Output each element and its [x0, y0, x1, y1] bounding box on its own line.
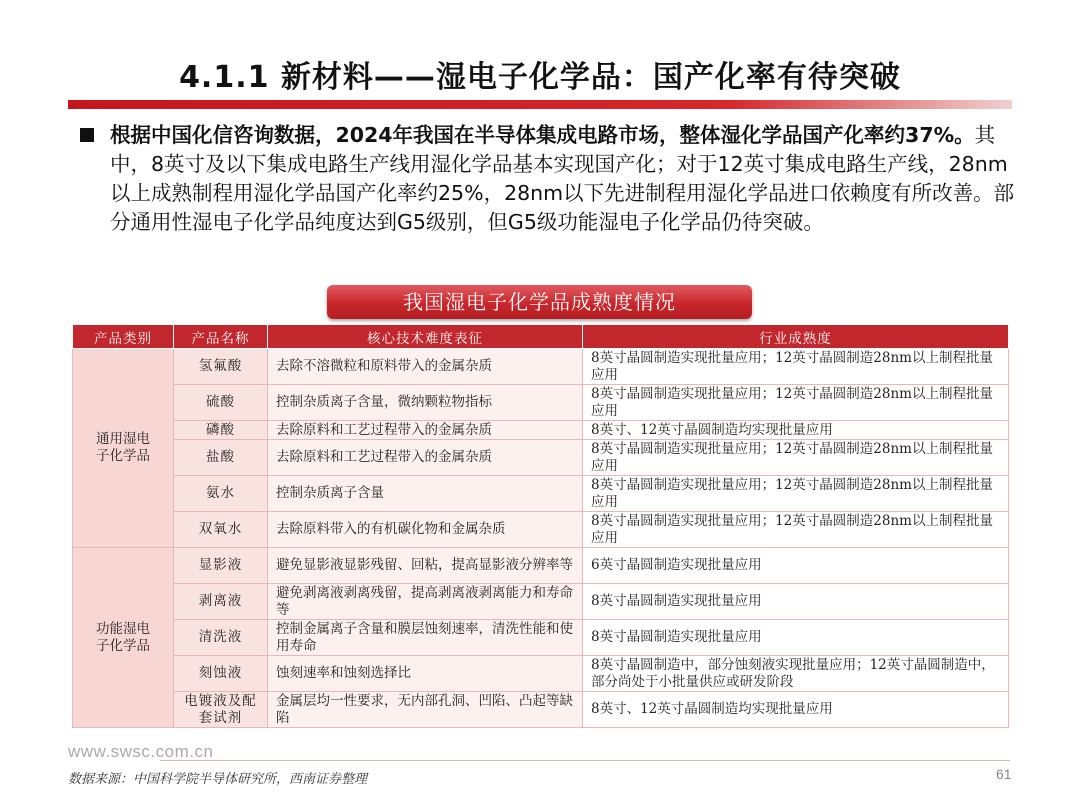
table-row: [73, 620, 1009, 656]
feature-cell: 去除原料带入的有机碳化物和金属杂质: [268, 512, 583, 548]
table-row: [73, 421, 1009, 440]
product-cell: 氢氟酸: [174, 349, 268, 385]
maturity-cell: 8英寸晶圆制造中，部分蚀刻液实现批量应用；12英寸晶圆制造中，部分尚处于小批量供应或研发阶段: [583, 656, 1009, 692]
feature-cell: 去除原料和工艺过程带入的金属杂质: [268, 421, 583, 440]
maturity-cell: 8英寸晶圆制造实现批量应用；12英寸晶圆制造28nm以上制程批量应用: [583, 385, 1009, 421]
product-cell: 清洗液: [174, 620, 268, 656]
maturity-cell: 8英寸晶圆制造实现批量应用: [583, 620, 1009, 656]
product-cell: 磷酸: [174, 421, 268, 440]
product-cell: 双氧水: [174, 512, 268, 548]
summary-paragraph: [110, 121, 1015, 237]
table-header-row: [73, 325, 1009, 349]
feature-cell: 控制杂质离子含量: [268, 476, 583, 512]
product-cell: 剥离液: [174, 584, 268, 620]
product-cell: 电镀液及配套试剂: [174, 692, 268, 728]
table-row: [73, 385, 1009, 421]
maturity-cell: 8英寸晶圆制造实现批量应用；12英寸晶圆制造28nm以上制程批量应用: [583, 512, 1009, 548]
table-row: [73, 349, 1009, 385]
category-cell: 功能湿电子化学品: [73, 548, 174, 728]
bullet-square-icon: [80, 128, 94, 142]
maturity-cell: 8英寸晶圆制造实现批量应用: [583, 584, 1009, 620]
feature-cell: 避免显影液显影残留、回粘，提高显影液分辨率等: [268, 548, 583, 584]
feature-cell: 避免剥离液剥离残留，提高剥离液剥离能力和寿命等: [268, 584, 583, 620]
header-maturity: 行业成熟度: [583, 325, 1009, 349]
product-cell: 显影液: [174, 548, 268, 584]
feature-cell: 控制金属离子含量和膜层蚀刻速率，清洗性能和使用寿命: [268, 620, 583, 656]
table-row: [73, 440, 1009, 476]
maturity-cell: 6英寸晶圆制造实现批量应用: [583, 548, 1009, 584]
feature-cell: 金属层均一性要求，无内部孔洞、凹陷、凸起等缺陷: [268, 692, 583, 728]
maturity-cell: 8英寸、12英寸晶圆制造均实现批量应用: [583, 421, 1009, 440]
maturity-cell: 8英寸、12英寸晶圆制造均实现批量应用: [583, 692, 1009, 728]
product-cell: 氨水: [174, 476, 268, 512]
data-source-note: 数据来源：中国科学院半导体研究所，西南证券整理: [68, 772, 368, 787]
feature-cell: 蚀刻速率和蚀刻选择比: [268, 656, 583, 692]
product-cell: 盐酸: [174, 440, 268, 476]
product-cell: 刻蚀液: [174, 656, 268, 692]
website-logo: www.swsc.com.cn: [68, 742, 214, 761]
table-row: [73, 692, 1009, 728]
product-cell: 硫酸: [174, 385, 268, 421]
slide-title: 4.1.1 新材料——湿电子化学品：国产化率有待突破: [179, 60, 901, 95]
table-row: [73, 476, 1009, 512]
header-category: 产品类别: [73, 325, 174, 349]
table-row: [73, 656, 1009, 692]
table-title-banner: 我国湿电子化学品成熟度情况: [327, 285, 752, 319]
summary-text: 其中，8英寸及以下集成电路生产线用湿化学品基本实现国产化；对于12英寸集成电路生产线，28nm以上成熟制程用湿化学品国产化率约25%，28nm以下先进制程用湿化学品进口依赖度有所改善。部分通用性湿电子化学品纯度达到G5级别，但G5级功能湿电子化学品仍待突破。: [110, 123, 1015, 234]
table-row: [73, 512, 1009, 548]
maturity-cell: 8英寸晶圆制造实现批量应用；12英寸晶圆制造28nm以上制程批量应用: [583, 440, 1009, 476]
feature-cell: 控制杂质离子含量，微纳颗粒物指标: [268, 385, 583, 421]
maturity-table: [72, 324, 1009, 728]
table-row: [73, 584, 1009, 620]
header-product: 产品名称: [174, 325, 268, 349]
maturity-cell: 8英寸晶圆制造实现批量应用；12英寸晶圆制造28nm以上制程批量应用: [583, 476, 1009, 512]
header-feature: 核心技术难度表征: [268, 325, 583, 349]
page-number: 61: [996, 766, 1012, 782]
feature-cell: 去除不溶微粒和原料带入的金属杂质: [268, 349, 583, 385]
feature-cell: 去除原料和工艺过程带入的金属杂质: [268, 440, 583, 476]
category-cell: 通用湿电子化学品: [73, 349, 174, 548]
title-divider: [68, 100, 1012, 109]
table-row: [73, 548, 1009, 584]
footer-divider: [160, 760, 1010, 761]
summary-bold-text: 根据中国化信咨询数据，2024年我国在半导体集成电路市场，整体湿化学品国产化率约37%。: [110, 123, 975, 147]
maturity-cell: 8英寸晶圆制造实现批量应用；12英寸晶圆制造28nm以上制程批量应用: [583, 349, 1009, 385]
